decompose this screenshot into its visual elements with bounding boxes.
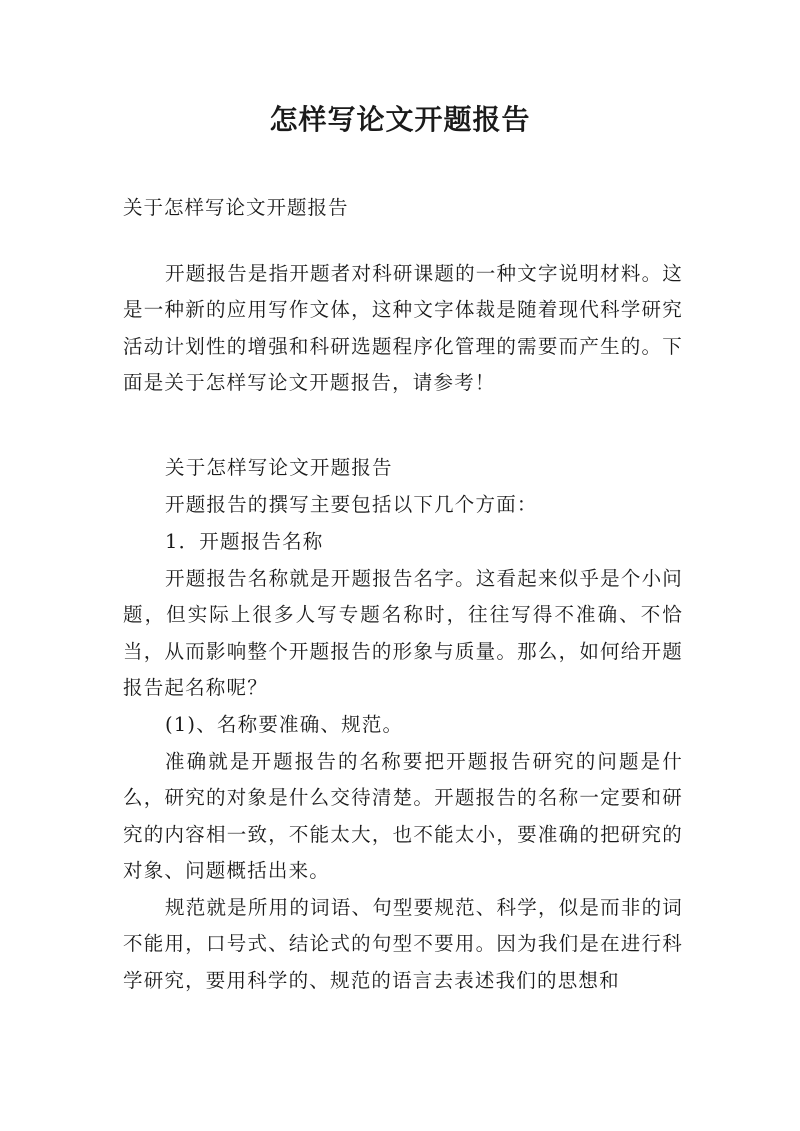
- lead-in-text: 开题报告的撰写主要包括以下几个方面：: [165, 493, 538, 516]
- subitem-1-paragraph-standard: 规范就是所用的词语、句型要规范、科学，似是而非的词不能用，口号式、结论式的句型不要用。因为我们是在进行科学研究，要用科学的、规范的语言去表述我们的思想和: [123, 896, 683, 992]
- item-1-heading: 1．开题报告名称: [165, 530, 324, 553]
- document-title: 怎样写论文开题报告: [269, 103, 531, 136]
- document-subtitle: 关于怎样写论文开题报告: [123, 196, 349, 219]
- intro-paragraph: 开题报告是指开题者对科研课题的一种文字说明材料。这是一种新的应用写作文体，这种文字体裁是随着现代科学研究活动计划性的增强和科研选题程序化管理的需要而产生的。下面是关于怎样写论文开题报告，请参考！: [123, 262, 683, 395]
- section-heading: 关于怎样写论文开题报告: [165, 456, 393, 479]
- subitem-1-paragraph-accuracy: 准确就是开题报告的名称要把开题报告研究的问题是什么，研究的对象是什么交待清楚。开题报告的名称一定要和研究的内容相一致，不能太大，也不能太小，要准确的把研究的对象、问题概括出来。: [123, 750, 683, 883]
- subitem-1-heading: (1)、名称要准确、规范。: [165, 713, 404, 736]
- item-1-paragraph: 开题报告名称就是开题报告名字。这看起来似乎是个小问题，但实际上很多人写专题名称时，往往写得不准确、不恰当，从而影响整个开题报告的形象与质量。那么，如何给开题报告起名称呢？: [123, 567, 683, 700]
